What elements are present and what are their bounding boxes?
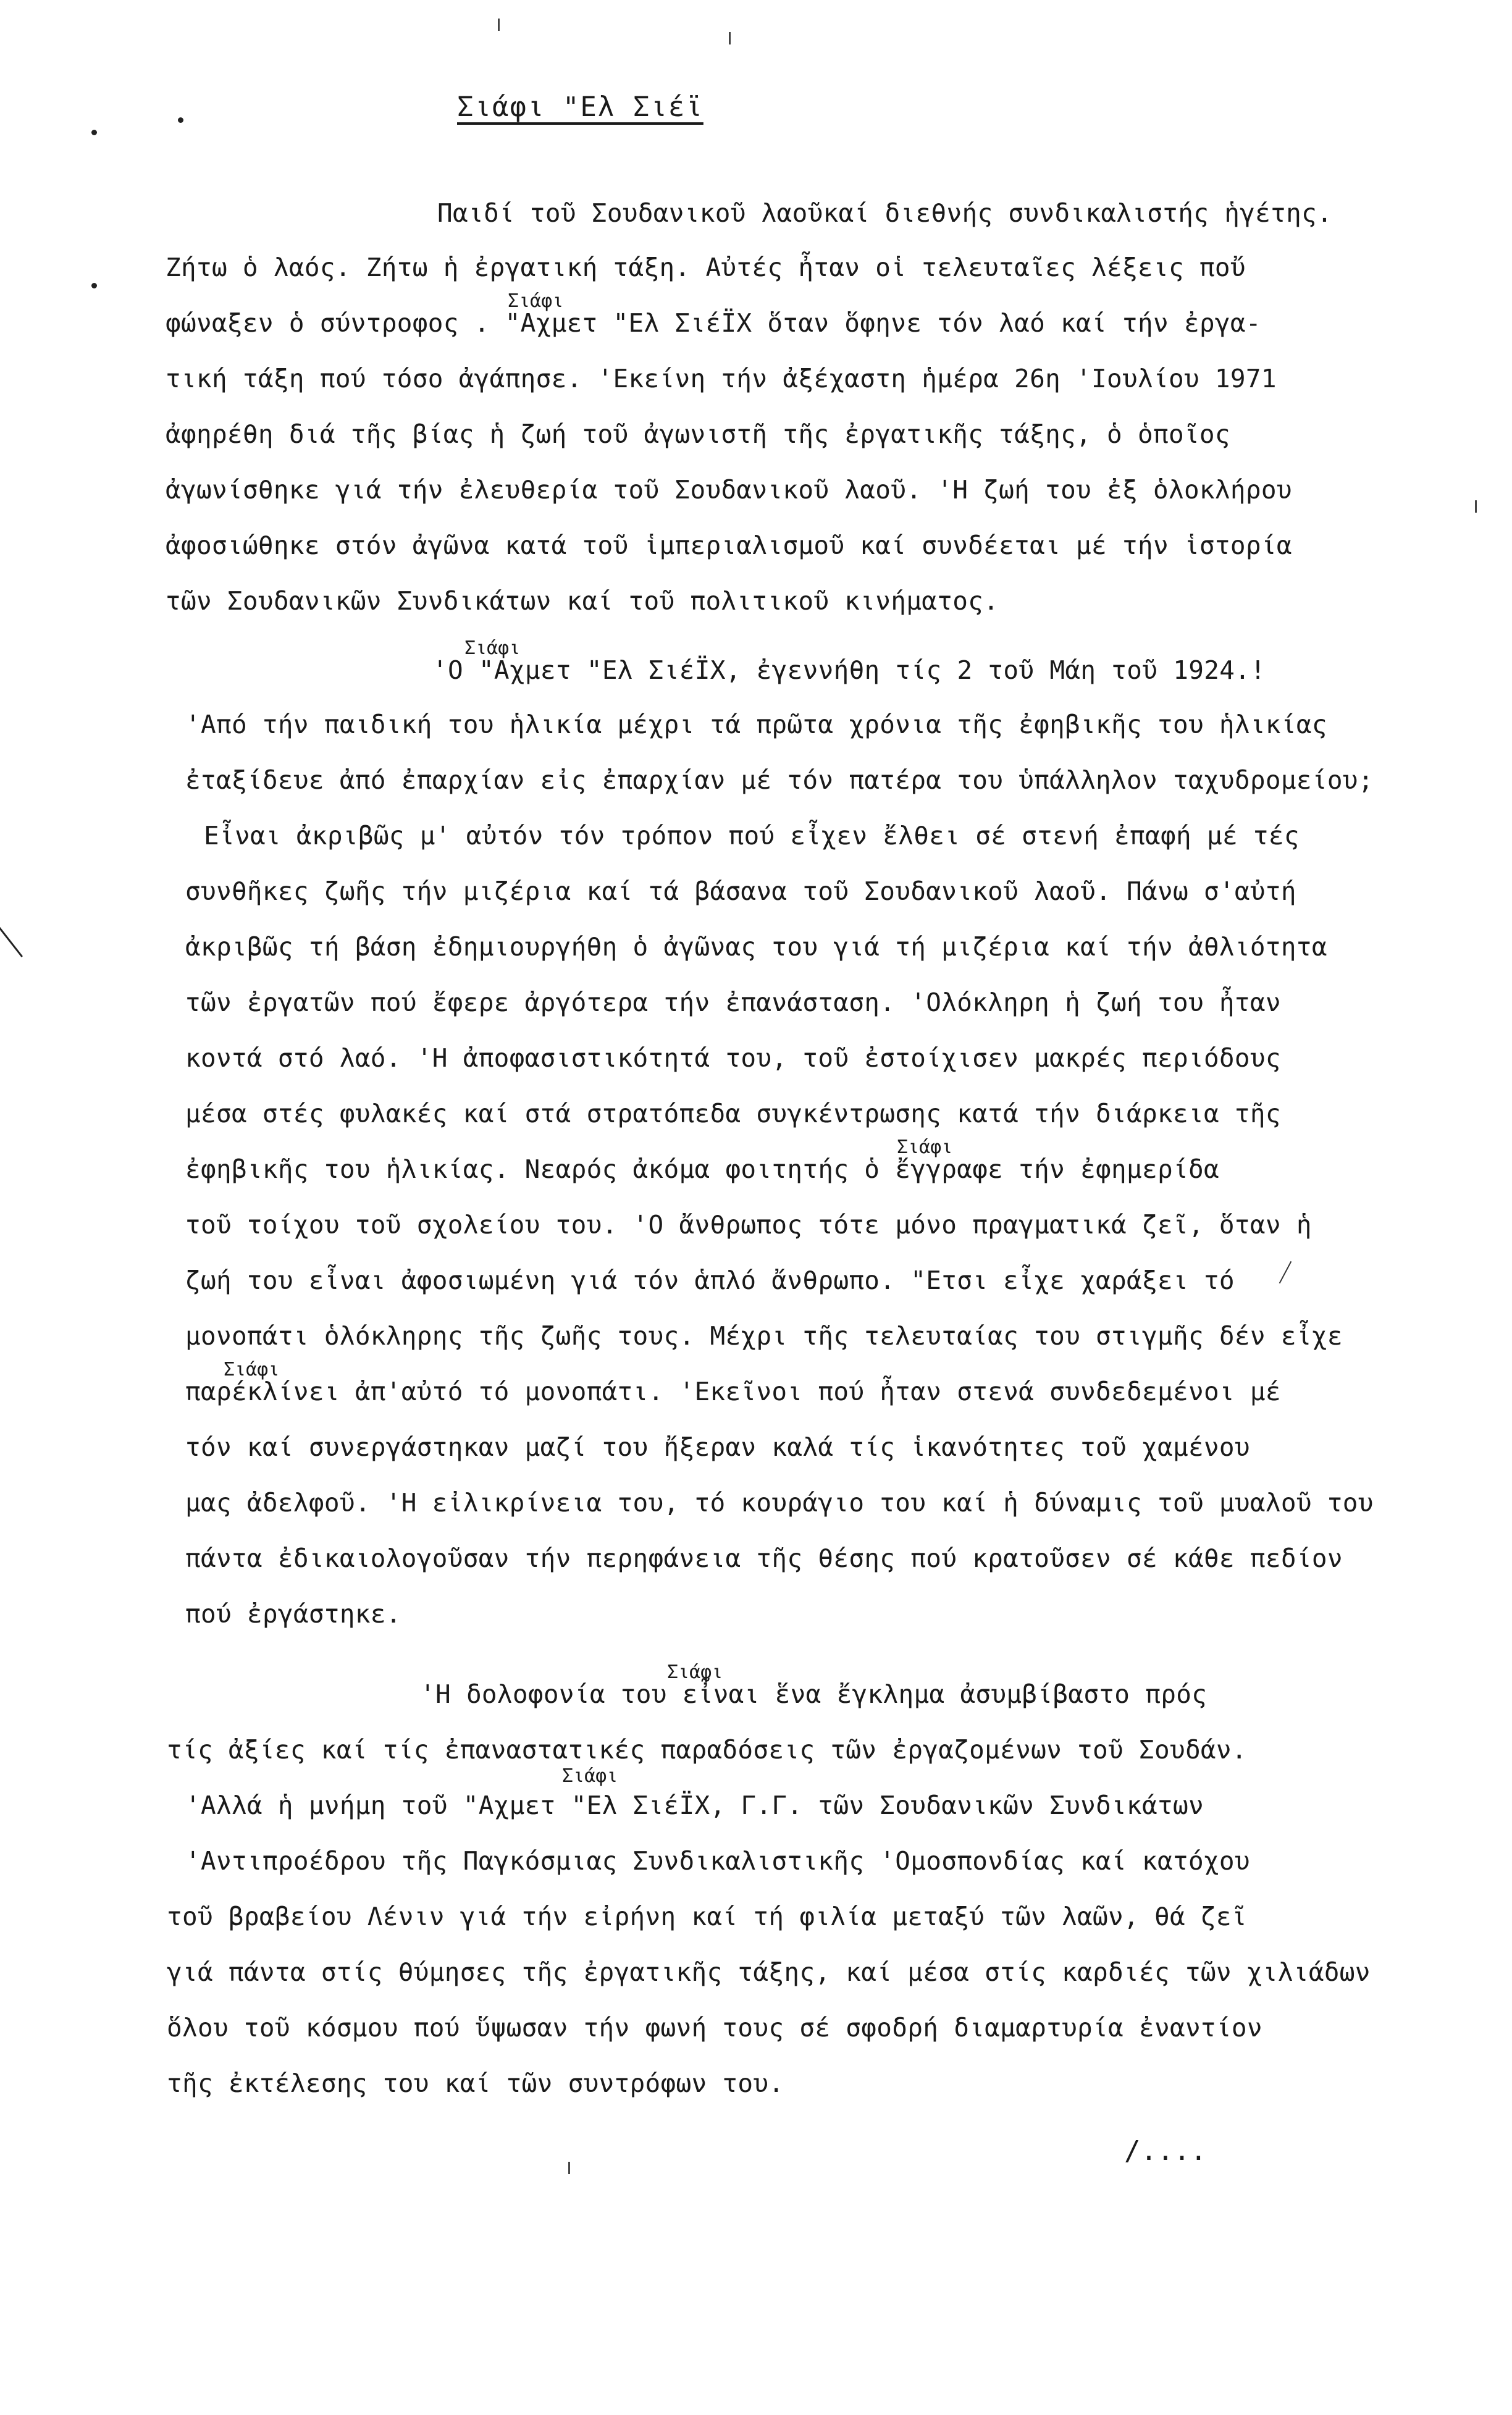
scan-speck <box>178 117 183 123</box>
text-line: μέσα στές φυλακές καί στά στρατόπεδα συγκέντρωσης κατά τήν διάρκεια τῆς <box>185 1099 1281 1128</box>
text-line: τική τάξη πού τόσο ἀγάπησε. 'Εκείνη τήν ἀξέχαστη ἡμέρα 26η 'Ιουλίου 1971 <box>166 364 1277 393</box>
interlinear-insertion: Σιάφι <box>897 1136 953 1158</box>
scan-speck <box>91 283 97 288</box>
text-line: Ζήτω ὁ λαός. Ζήτω ἡ ἐργατική τάξη. Αὐτές ἦταν οἱ τελευταῖες λέξεις ποὔ <box>166 253 1246 282</box>
text-line: Παιδί τοῦ Σουδανικοῦ λαοῦκαί διεθνής συνδικαλιστής ἡγέτης. <box>437 198 1333 228</box>
text-line: 'Ο "Αχμετ "Ελ ΣιέΪΧ, ἐγεννήθη τίς 2 τοῦ Μάη τοῦ 1924.! <box>432 655 1266 685</box>
interlinear-insertion: Σιάφι <box>667 1661 723 1683</box>
text-line: τίς ἀξίες καί τίς ἐπαναστατικές παραδόσεις τῶν ἐργαζομένων τοῦ Σουδάν. <box>167 1735 1247 1765</box>
text-line: τοῦ βραβείου Λένιν γιά τήν εἰρήνη καί τή φιλία μεταξύ τῶν λαῶν, θά ζεῖ <box>167 1902 1247 1931</box>
scan-speck <box>498 19 500 31</box>
interlinear-insertion: Σιάφι <box>224 1359 280 1380</box>
continuation-mark: /.... <box>1124 2135 1207 2167</box>
text-line: τῶν ἐργατῶν πού ἔφερε ἀργότερα τήν ἐπανάσταση. 'Ολόκληρη ἡ ζωή του ἦταν <box>185 988 1281 1017</box>
margin-slash-mark <box>0 924 23 957</box>
scan-speck <box>1475 500 1477 513</box>
text-line: κοντά στό λαό. 'Η ἀποφασιστικότητά του, τοῦ ἐστοίχισεν μακρές περιόδους <box>185 1043 1281 1073</box>
text-line: τῆς ἐκτέλεσης του καί τῶν συντρόφων του. <box>167 2068 784 2098</box>
text-line: παρέκλίνει ἀπ'αὐτό τό μονοπάτι. 'Εκεῖνοι πού ἦταν στενά συνδεδεμένοι μέ <box>185 1377 1281 1406</box>
text-line: μας ἀδελφοῦ. 'Η εἰλικρίνεια του, τό κουράγιο του καί ἡ δύναμις τοῦ μυαλοῦ του <box>185 1488 1374 1518</box>
text-line: ὅλου τοῦ κόσμου πού ὕψωσαν τήν φωνή τους σέ σφοδρή διαμαρτυρία ἐναντίον <box>167 2013 1262 2043</box>
text-line: 'Η δολοφονία του εἶναι ἕνα ἔγκλημα ἀσυμβίβαστο πρός <box>420 1679 1208 1709</box>
text-line: ἀγωνίσθηκε γιά τήν ἐλευθερία τοῦ Σουδανικοῦ λαοῦ. 'Η ζωή του ἐξ ὁλοκλήρου <box>166 475 1292 505</box>
scan-speck <box>91 130 97 135</box>
text-line: φώναξεν ὁ σύντροφος . "Αχμετ "Ελ ΣιέΪΧ ὅταν ὅφηνε τόν λαό καί τήν ἐργα- <box>166 308 1261 338</box>
text-line: πού ἐργάστηκε. <box>185 1599 401 1629</box>
scan-speck <box>568 2162 570 2174</box>
text-line: ἐταξίδευε ἀπό ἐπαρχίαν εἰς ἐπαρχίαν μέ τόν πατέρα του ὑπάλληλον ταχυδρομείου; <box>185 765 1374 795</box>
text-line: συνθῆκες ζωῆς τήν μιζέρια καί τά βάσανα τοῦ Σουδανικοῦ λαοῦ. Πάνω σ'αὐτή <box>185 876 1296 906</box>
text-line: ἀκριβῶς τή βάση ἐδημιουργήθη ὁ ἀγῶνας του γιά τή μιζέρια καί τήν ἀθλιότητα <box>185 932 1327 962</box>
text-line: 'Από τήν παιδική του ἡλικία μέχρι τά πρῶτα χρόνια τῆς ἐφηβικῆς του ἡλικίας <box>185 710 1327 739</box>
handwritten-tick <box>1279 1261 1292 1283</box>
text-line: 'Αλλά ἡ μνήμη τοῦ "Αχμετ "Ελ ΣιέΪΧ, Γ.Γ. τῶν Σουδανικῶν Συνδικάτων <box>185 1791 1204 1820</box>
text-line: τῶν Σουδανικῶν Συνδικάτων καί τοῦ πολιτικοῦ κινήματος. <box>166 586 999 616</box>
text-line: Εἶναι ἀκριβῶς μ' αὐτόν τόν τρόπον πού εἶχεν ἔλθει σέ στενή ἐπαφή μέ τές <box>204 821 1300 850</box>
text-line: γιά πάντα στίς θύμησες τῆς ἐργατικῆς τάξης, καί μέσα στίς καρδιές τῶν χιλιάδων <box>167 1957 1371 1987</box>
text-line: 'Αντιπροέδρου τῆς Παγκόσμιας Συνδικαλιστικῆς 'Ομοσπονδίας καί κατόχου <box>185 1846 1250 1876</box>
interlinear-insertion: Σιάφι <box>562 1765 618 1787</box>
interlinear-insertion: Σιάφι <box>508 290 564 312</box>
text-line: τοῦ τοίχου τοῦ σχολείου του. 'Ο ἄνθρωπος τότε μόνο πραγματικά ζεῖ, ὅταν ἡ <box>185 1210 1312 1240</box>
interlinear-insertion: Σιάφι <box>464 637 521 659</box>
text-line: μονοπάτι ὁλόκληρης τῆς ζωῆς τους. Μέχρι τῆς τελευταίας του στιγμῆς δέν εἶχε <box>185 1321 1343 1351</box>
text-line: ἀφοσιώθηκε στόν ἀγῶνα κατά τοῦ ἱμπεριαλισμοῦ καί συνδέεται μέ τήν ἱστορία <box>166 531 1292 560</box>
text-line: ἐφηβικῆς του ἡλικίας. Νεαρός ἀκόμα φοιτητής ὁ ἔγγραφε τήν ἐφημερίδα <box>185 1154 1219 1184</box>
document-title: Σιάφι "Ελ Σιέϊ <box>457 91 704 123</box>
text-line: πάντα ἐδικαιολογοῦσαν τήν περηφάνεια τῆς θέσης πού κρατοῦσεν σέ κάθε πεδίον <box>185 1544 1343 1573</box>
text-line: ἀφηρέθη διά τῆς βίας ἡ ζωή τοῦ ἀγωνιστῆ τῆς ἐργατικῆς τάξης, ὁ ὁποῖος <box>166 419 1230 449</box>
scan-speck <box>729 32 731 44</box>
text-line: τόν καί συνεργάστηκαν μαζί του ἤξεραν καλά τίς ἱκανότητες τοῦ χαμένου <box>185 1432 1250 1462</box>
text-line: ζωή του εἶναι ἀφοσιωμένη γιά τόν ἁπλό ἄνθρωπο. "Ετσι εἶχε χαράξει τό <box>185 1266 1235 1295</box>
